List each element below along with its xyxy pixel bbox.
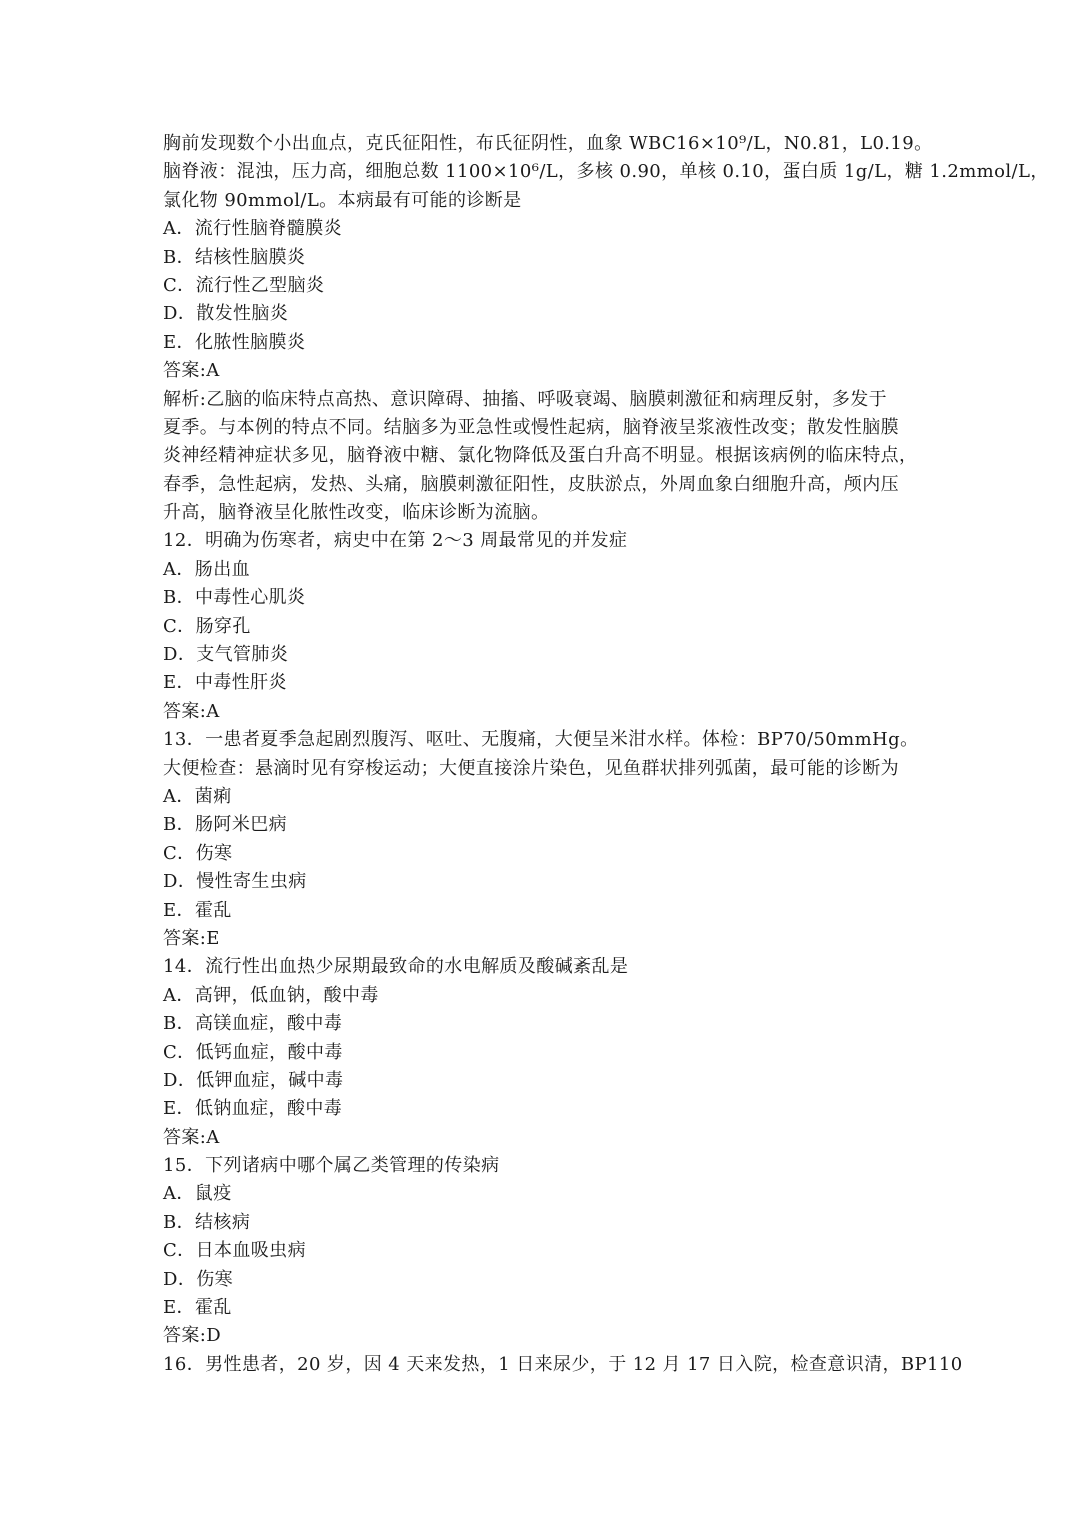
question-12: 12．明确为伤寒者，病史中在第 2～3 周最常见的并发症: [163, 530, 628, 552]
option-e: E．中毒性肝炎: [163, 672, 287, 694]
question-14: 14．流行性出血热少尿期最致命的水电解质及酸碱紊乱是: [163, 956, 629, 978]
option-d: D．支气管肺炎: [163, 644, 289, 666]
option-c: C．肠穿孔: [163, 615, 251, 637]
explanation-line: 升高，脑脊液呈化脓性改变，临床诊断为流脑。: [163, 502, 550, 524]
question-15: 15．下列诸病中哪个属乙类管理的传染病: [163, 1155, 500, 1177]
option-a: A．肠出血: [163, 558, 250, 580]
document-body: [163, 130, 1049, 1379]
explanation-line: 解析:乙脑的临床特点高热、意识障碍、抽搐、呼吸衰竭、脑膜刺激征和病理反射，多发于: [163, 388, 888, 410]
option-b: B．高镁血症，酸中毒: [163, 1013, 343, 1035]
option-a: A．流行性脑脊髓膜炎: [163, 218, 342, 240]
explanation-line: 夏季。与本例的特点不同。结脑多为亚急性或慢性起病，脑脊液呈浆液性改变；散发性脑膜: [163, 416, 899, 438]
option-b: B．结核病: [163, 1211, 251, 1233]
answer: 答案:E: [163, 927, 220, 949]
option-e: E．低钠血症，酸中毒: [163, 1098, 343, 1120]
option-b: B．肠阿米巴病: [163, 814, 288, 836]
answer: 答案:A: [163, 1126, 220, 1148]
question-16: 16．男性患者，20 岁，因 4 天来发热，1 日来尿少，于 12 月 17 日入院，检查意识清，BP110: [163, 1353, 963, 1375]
option-c: C．日本血吸虫病: [163, 1240, 306, 1262]
option-d: D．散发性脑炎: [163, 303, 289, 325]
option-e: E．霍乱: [163, 1297, 232, 1319]
text-line: 胸前发现数个小出血点，克氏征阳性，布氏征阴性，血象 WBC16×10⁹/L，N0.81，L0.19。: [163, 133, 933, 154]
explanation-line: 炎神经精神症状多见，脑脊液中糖、氯化物降低及蛋白升高不明显。根据该病例的临床特点，: [163, 445, 918, 467]
option-b: B．结核性脑膜炎: [163, 246, 306, 268]
option-c: C．低钙血症，酸中毒: [163, 1041, 343, 1063]
option-a: A．高钾，低血钠，酸中毒: [163, 984, 379, 1006]
option-b: B．中毒性心肌炎: [163, 587, 306, 609]
answer: 答案:A: [163, 360, 220, 382]
question-13: 13．一患者夏季急起剧烈腹泻、呕吐、无腹痛，大便呈米泔水样。体检：BP70/50mmHg。: [163, 729, 919, 751]
option-a: A．菌痢: [163, 785, 232, 807]
option-c: C．伤寒: [163, 842, 233, 864]
answer: 答案:D: [163, 1325, 222, 1347]
option-a: A．鼠疫: [163, 1183, 232, 1205]
option-c: C．流行性乙型脑炎: [163, 274, 325, 296]
option-d: D．慢性寄生虫病: [163, 871, 307, 893]
text-line: 氯化物 90mmol/L。本病最有可能的诊断是: [163, 189, 522, 211]
question-13-cont: 大便检查：悬滴时见有穿梭运动；大便直接涂片染色，见鱼群状排列弧菌，最可能的诊断为: [163, 757, 899, 779]
text-line: 脑脊液：混浊，压力高，细胞总数 1100×10⁶/L，多核 0.90，单核 0.10，蛋白质 1g/L，糖 1.2mmol/L，: [163, 161, 1049, 183]
answer: 答案:A: [163, 700, 220, 722]
explanation-line: 春季，急性起病，发热、头痛，脑膜刺激征阳性，皮肤淤点，外周血象白细胞升高，颅内压: [163, 473, 899, 495]
option-e: E．霍乱: [163, 899, 232, 921]
option-d: D．低钾血症，碱中毒: [163, 1069, 344, 1091]
option-d: D．伤寒: [163, 1268, 234, 1290]
option-e: E．化脓性脑膜炎: [163, 331, 306, 353]
